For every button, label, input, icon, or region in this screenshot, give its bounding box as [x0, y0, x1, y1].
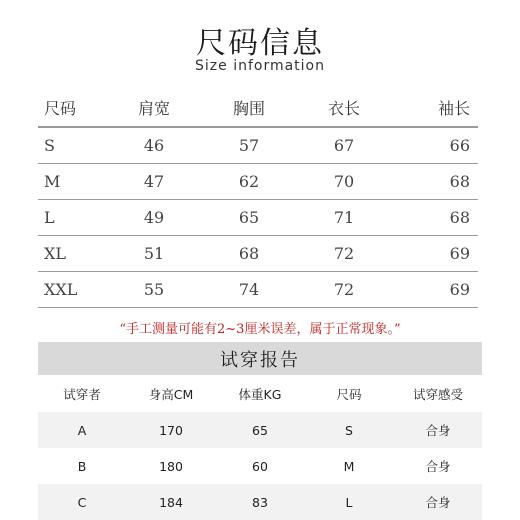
size-cell: 74: [238, 280, 260, 299]
size-table-row: [38, 127, 478, 164]
size-cell: 69: [449, 244, 470, 263]
report-cell: 170: [159, 422, 183, 438]
report-header-cell: 尺码: [336, 386, 362, 402]
size-cell: 67: [333, 136, 355, 155]
report-cell: 合身: [425, 495, 451, 510]
size-table-row: [38, 272, 478, 308]
report-header-cell: 体重KG: [238, 386, 282, 402]
size-table-row: [38, 236, 478, 272]
size-cell: 66: [449, 136, 470, 155]
size-table: [38, 88, 478, 308]
size-cell: 49: [143, 208, 165, 227]
report-cell: S: [345, 422, 353, 438]
report-cell: A: [77, 422, 87, 438]
report-header-cell: 试穿者: [63, 386, 101, 402]
size-cell: 69: [449, 280, 470, 299]
size-cell: L: [44, 208, 55, 227]
size-cell: XL: [44, 244, 67, 263]
size-header-cell: 尺码: [44, 98, 77, 118]
report-cell: B: [77, 458, 87, 474]
size-cell: 65: [238, 208, 260, 227]
report-cell: 65: [252, 422, 268, 438]
size-cell: 72: [333, 280, 355, 299]
size-header-cell: 肩宽: [137, 98, 170, 118]
size-cell: 68: [238, 244, 260, 263]
size-cell: M: [44, 172, 61, 191]
size-cell: 70: [333, 172, 355, 191]
report-header-cell: 身高CM: [148, 386, 194, 402]
size-cell: 68: [449, 172, 470, 191]
report-table-row: [38, 412, 482, 448]
report-cell: 83: [252, 494, 268, 510]
size-header-cell: 袖长: [437, 98, 470, 118]
page-subtitle: Size information: [195, 58, 325, 74]
size-cell: 46: [143, 136, 165, 155]
size-cell: S: [44, 136, 55, 155]
report-table: [38, 375, 482, 520]
size-header-cell: 衣长: [327, 98, 360, 118]
report-cell: 184: [159, 494, 183, 510]
size-cell: 68: [449, 208, 470, 227]
size-table-header: [38, 88, 478, 127]
size-cell: 55: [143, 280, 165, 299]
report-header-cell: 试穿感受: [412, 386, 463, 402]
size-table-row: [38, 200, 478, 236]
size-cell: 47: [143, 172, 165, 191]
report-table-row: [38, 448, 482, 484]
report-cell: L: [345, 494, 353, 510]
size-cell: 57: [238, 136, 260, 155]
report-cell: 180: [159, 458, 183, 474]
size-table-row: [38, 164, 478, 200]
report-table-row: [38, 484, 482, 520]
size-header-cell: 胸围: [232, 98, 265, 118]
size-cell: 51: [143, 244, 165, 263]
report-table-header: [38, 375, 482, 412]
report-cell: 合身: [425, 459, 451, 474]
report-title: 试穿报告: [38, 342, 482, 375]
size-cell: XXL: [44, 280, 78, 299]
report-cell: C: [77, 494, 87, 510]
report-cell: 合身: [425, 423, 451, 438]
report-cell: M: [343, 458, 355, 474]
report-cell: 60: [252, 458, 268, 474]
size-cell: 62: [238, 172, 260, 191]
measurement-note: “手工测量可能有2~3厘米误差，属于正常现象。”: [119, 322, 401, 337]
size-cell: 72: [333, 244, 355, 263]
page-title: 尺码信息: [196, 26, 324, 61]
size-cell: 71: [333, 208, 355, 227]
